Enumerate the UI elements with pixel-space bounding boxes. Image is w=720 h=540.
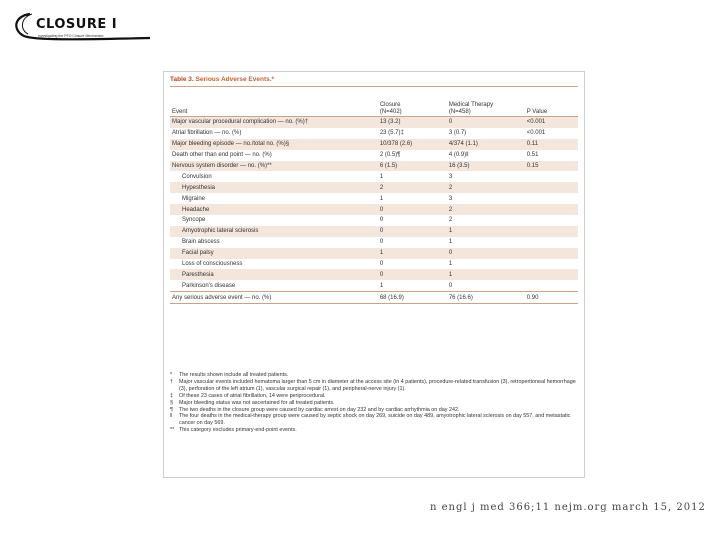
footnote-symbol: ¶ [170, 406, 173, 413]
footnote-text: Major vascular events included hematoma larger than 5 cm in diameter at the access site (in 4 patients), procedure-related transfusion (3), retroperitoneal hemorrhage (3), perforation of the left atrium (1), vascular surgical repair (1), and peripheral-nerve injury (1). [179, 378, 576, 392]
cell-p [525, 280, 578, 291]
table-title [170, 76, 274, 83]
table-row [170, 193, 578, 204]
table-footnotes [170, 372, 578, 434]
cell-closure: 0 [378, 226, 447, 237]
cell-medical: 1 [448, 239, 453, 246]
cell-event: Parkinson's disease [182, 282, 236, 289]
cell-event: Amyotrophic lateral sclerosis [170, 226, 378, 237]
cell-closure: 23 (5.7)‡ [379, 130, 404, 137]
cell-closure: 0 [379, 261, 384, 268]
cell-medical: 4 (0.9)‖ [448, 152, 469, 159]
table-row [170, 117, 578, 128]
cell-p [525, 248, 578, 259]
cell-closure: 6 (1.5) [378, 161, 447, 172]
footnote-text: Major bleeding status was not ascertained for all treated patients. [179, 399, 335, 406]
table-row [170, 128, 578, 139]
cell-medical: 2 [447, 182, 525, 193]
cell-event: Facial palsy [170, 248, 378, 259]
cell-medical: 3 [448, 173, 453, 180]
table-row [170, 269, 578, 280]
header-p-value: P Value [525, 89, 578, 117]
cell-medical: 3 (0.7) [448, 130, 467, 137]
closure-logo [10, 8, 160, 42]
cell-medical: 1 [447, 269, 525, 280]
cell-p: <0.001 [525, 117, 578, 128]
cell-medical: 1 [447, 226, 525, 237]
total-cell-medical: 76 (16.6) [447, 292, 525, 304]
cell-p [525, 215, 578, 226]
cell-closure: 10/378 (2.6) [378, 139, 447, 150]
cell-p [525, 259, 578, 270]
cell-event: Death other than end point — no. (%) [172, 152, 272, 159]
footnote [170, 379, 578, 393]
footnote-symbol: § [170, 399, 173, 406]
table-card [163, 71, 585, 478]
footnote-symbol: * [170, 372, 173, 378]
footnote-symbol: ‖ [170, 413, 173, 420]
table-row [170, 237, 578, 248]
cell-p: 0.51 [526, 152, 539, 159]
cell-event: Syncope [182, 217, 206, 224]
cell-closure: 0 [378, 269, 447, 280]
footnote [170, 407, 578, 414]
table-row [170, 161, 578, 172]
cell-closure: 1 [379, 282, 384, 289]
footnote-text: The two deaths in the closure group were caused by cardiac arrest on day 232 and by cardiac arrhythmia on day 242. [179, 406, 460, 413]
footnote-text: The four deaths in the medical-therapy group were caused by septic shock on day 269, suicide on day 489, amyotrophic lateral sclerosis on day 557, and metastatic cancer on day 569. [179, 413, 571, 427]
adverse-events-table [170, 89, 578, 304]
table-row [170, 215, 578, 226]
cell-closure: 2 [378, 182, 447, 193]
cell-event: Major bleeding episode — no./total no. (%)§ [170, 139, 378, 150]
cell-medical: 2 [447, 204, 525, 215]
table-row [170, 280, 578, 291]
cell-medical: 0 [448, 282, 453, 289]
table-row [170, 139, 578, 150]
cell-p [525, 193, 578, 204]
footnote-text: This category excludes primary-end-point events. [179, 427, 297, 434]
cell-closure: 0 [379, 217, 384, 224]
table-row [170, 226, 578, 237]
cell-medical: 16 (3.5) [447, 161, 525, 172]
cell-p: <0.001 [526, 130, 546, 137]
journal-citation: n engl j med 366;11 nejm.org march 15, 2012 [430, 502, 706, 513]
cell-closure: 13 (3.2) [378, 117, 447, 128]
total-cell-closure: 68 (16.9) [378, 292, 447, 304]
cell-medical: 2 [448, 217, 453, 224]
cell-event: Paresthesia [170, 269, 378, 280]
title-rule [170, 86, 578, 87]
table-title-number: Table 3. [170, 76, 194, 83]
footnote-symbol: ‡ [170, 392, 173, 399]
cell-medical: 0 [447, 117, 525, 128]
header-medical: Medical Therapy (N=458) [447, 89, 525, 117]
cell-event: Brain abscess [182, 239, 220, 246]
table-row [170, 171, 578, 182]
cell-p [525, 237, 578, 248]
table-body [170, 117, 578, 304]
footnote [170, 393, 578, 400]
table-total-row [170, 292, 578, 304]
cell-medical: 0 [447, 248, 525, 259]
cell-medical: 3 [448, 195, 453, 202]
cell-p [525, 226, 578, 237]
cell-event: Atrial fibrillation — no. (%) [172, 130, 242, 137]
cell-p [525, 269, 578, 280]
cell-closure: 0 [378, 204, 447, 215]
logo-title: CLOSURE I [36, 17, 118, 32]
cell-closure: 1 [379, 195, 384, 202]
cell-p [525, 182, 578, 193]
cell-closure: 2 (0.5)¶ [379, 152, 401, 159]
cell-closure: 1 [379, 173, 384, 180]
footnote [170, 413, 578, 427]
header-closure: Closure (N=402) [378, 89, 447, 117]
table-row [170, 182, 578, 193]
footnote-text: Of these 23 cases of atrial fibrillation, 14 were periprocedural. [179, 392, 326, 399]
logo-subtitle: investigating the PFO Closure Mechanism [38, 34, 104, 38]
cell-event: Headache [170, 204, 378, 215]
footnote-symbol: ** [170, 427, 175, 434]
cell-p: 0.15 [525, 161, 578, 172]
table-row [170, 150, 578, 161]
footnote-symbol: † [170, 378, 173, 385]
cell-event: Major vascular procedural complication — no. (%)† [170, 117, 378, 128]
total-cell-p: 0.90 [525, 292, 578, 304]
cell-medical: 4/374 (1.1) [447, 139, 525, 150]
table-row [170, 259, 578, 270]
cell-p [525, 204, 578, 215]
table-header-row [170, 89, 578, 117]
table-title-text: Serious Adverse Events.* [195, 76, 275, 83]
footnote [170, 427, 578, 434]
cell-p [525, 171, 578, 182]
footnote [170, 400, 578, 407]
cell-event: Convulsion [182, 173, 212, 180]
table-row [170, 204, 578, 215]
total-cell-event: Any serious adverse event — no. (%) [170, 292, 378, 304]
cell-medical: 1 [448, 261, 453, 268]
cell-event: Loss of consciousness [182, 261, 243, 268]
footnote [170, 372, 578, 379]
cell-event: Hypesthesia [170, 182, 378, 193]
header-event: Event [170, 89, 378, 117]
cell-p: 0.11 [525, 139, 578, 150]
cell-closure: 1 [378, 248, 447, 259]
table-row [170, 248, 578, 259]
cell-event: Nervous system disorder — no. (%)** [170, 161, 378, 172]
cell-closure: 0 [379, 239, 384, 246]
footnote-text: The results shown include all treated patients. [179, 372, 289, 378]
cell-event: Migraine [182, 195, 206, 202]
